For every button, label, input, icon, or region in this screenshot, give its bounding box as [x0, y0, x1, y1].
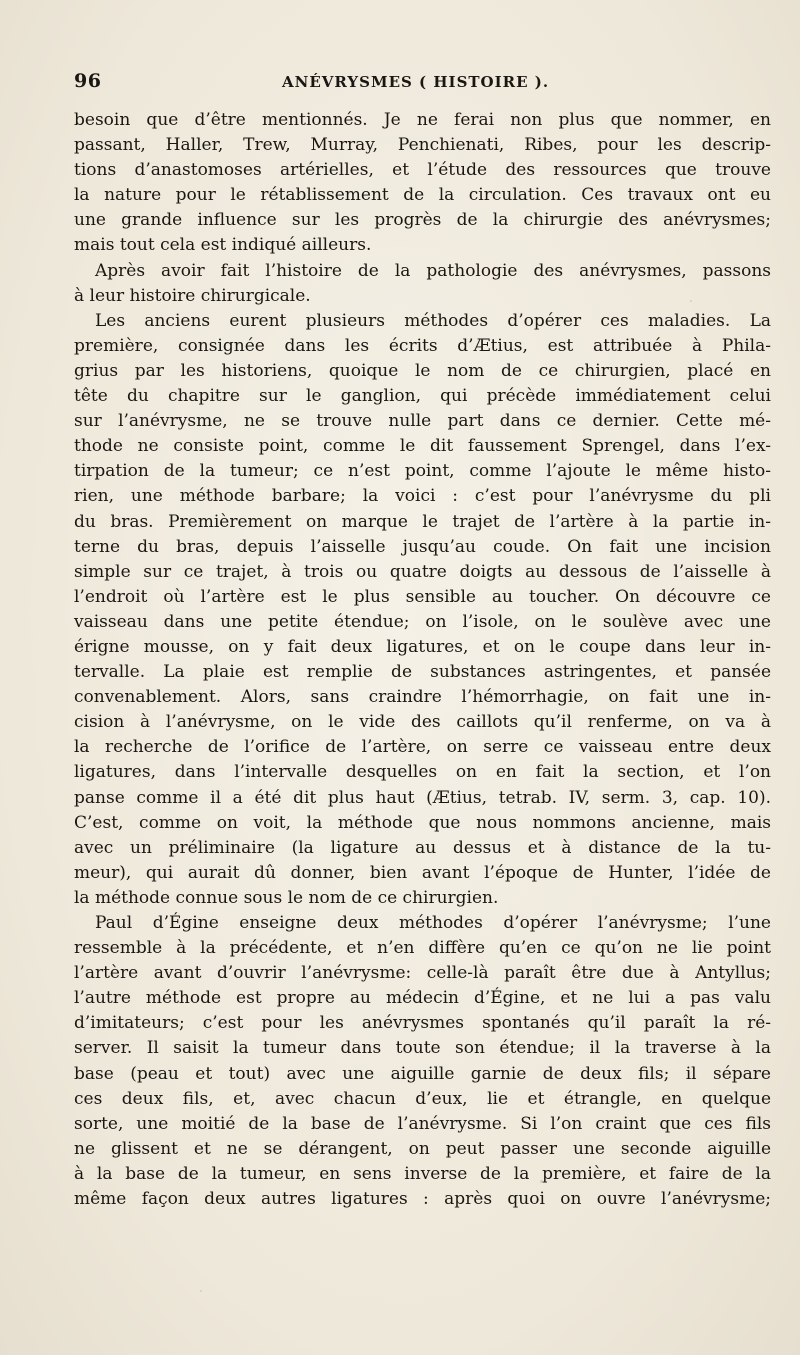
running-head [74, 70, 771, 100]
running-title: ANÉVRYSMES ( HISTOIRE ). [282, 73, 550, 91]
text-line: server. Il saisit la tumeur dans toute son étendue; il la traverse à la [74, 1038, 771, 1059]
text-line: rien, une méthode barbare; la voici : c’est pour l’anévrysme du pli [74, 486, 771, 507]
text-line: grius par les historiens, quoique le nom de ce chirurgien, placé en [74, 360, 771, 381]
text-line: du bras. Premièrement on marque le trajet de l’artère à la partie in- [74, 511, 771, 532]
text-line: ressemble à la précédente, et n’en diffère qu’en ce qu’on ne lie point [74, 938, 771, 959]
text-line: meur), qui aurait dû donner, bien avant l’époque de Hunter, l’idée de [74, 862, 771, 883]
text-line: tirpation de la tumeur; ce n’est point, comme l’ajoute le même histo- [74, 461, 771, 482]
text-line: tête du chapitre sur le ganglion, qui précède immédiatement celui [74, 386, 771, 407]
text-line: première, consignée dans les écrits d’Ætius, est attribuée à Phila- [74, 335, 771, 356]
text-line: cision à l’anévrysme, on le vide des caillots qu’il renferme, on va à [74, 712, 771, 733]
text-line: panse comme il a été dit plus haut (Ætius, tetrab. IV, serm. 3, cap. 10). [74, 787, 771, 808]
text-line: la nature pour le rétablissement de la circulation. Ces travaux ont eu [74, 185, 771, 206]
text-line: passant, Haller, Trew, Murray, Penchienati, Ribes, pour les descrip- [74, 135, 771, 156]
text-line: simple sur ce trajet, à trois ou quatre doigts au dessous de l’aisselle à [74, 561, 771, 582]
paper-speck [690, 300, 692, 302]
text-line: ces deux fils, et, avec chacun d’eux, lie et étrangle, en quelque [74, 1088, 771, 1109]
paper-speck [200, 1290, 202, 1292]
text-line: mais tout cela est indiqué ailleurs. [74, 235, 372, 256]
text-line: terne du bras, depuis l’aisselle jusqu’au coude. On fait une incision [74, 536, 771, 557]
text-line: thode ne consiste point, comme le dit faussement Sprengel, dans l’ex- [74, 436, 771, 457]
text-line: ligatures, dans l’intervalle desquelles on en fait la section, et l’on [74, 762, 771, 783]
text-line: Les anciens eurent plusieurs méthodes d’opérer ces maladies. La [95, 310, 771, 331]
text-line: érigne mousse, on y fait deux ligatures, et on le coupe dans leur in- [74, 636, 771, 657]
text-line: sur l’anévrysme, ne se trouve nulle part dans ce dernier. Cette mé- [74, 411, 771, 432]
text-line: base (peau et tout) avec une aiguille garnie de deux fils; il sépare [74, 1063, 771, 1084]
text-line: l’autre méthode est propre au médecin d’Égine, et ne lui a pas valu [74, 988, 771, 1009]
text-line: besoin que d’être mentionnés. Je ne ferai non plus que nommer, en [74, 110, 771, 130]
text-line: même façon deux autres ligatures : après quoi on ouvre l’anévrysme; [74, 1189, 771, 1210]
text-line: à leur histoire chirurgicale. [74, 285, 311, 306]
body-text [74, 108, 771, 1212]
text-line: Après avoir fait l’histoire de la pathologie des anévrysmes, passons [95, 260, 771, 281]
text-line: Paul d’Égine enseigne deux méthodes d’opérer l’anévrysme; l’une [95, 913, 771, 933]
text-line: l’artère avant d’ouvrir l’anévrysme: celle-là paraît être due à Antyllus; [74, 963, 771, 984]
page-number: 96 [74, 70, 102, 92]
text-line: d’imitateurs; c’est pour les anévrysmes spontanés qu’il paraît la ré- [74, 1013, 771, 1034]
text-line: la méthode connue sous le nom de ce chirurgien. [74, 887, 499, 908]
text-line: tervalle. La plaie est remplie de substances astringentes, et pansée [74, 662, 771, 683]
text-line: convenablement. Alors, sans craindre l’hémorrhagie, on fait une in- [74, 687, 771, 708]
text-line: l’endroit où l’artère est le plus sensible au toucher. On découvre ce [74, 586, 771, 607]
text-line: ne glissent et ne se dérangent, on peut passer une seconde aiguille [74, 1138, 771, 1159]
text-line: C’est, comme on voit, la méthode que nous nommons ancienne, mais [74, 812, 771, 833]
text-line: vaisseau dans une petite étendue; on l’isole, on le soulève avec une [74, 611, 771, 632]
text-line: tions d’anastomoses artérielles, et l’étude des ressources que trouve [74, 160, 771, 181]
text-line: à la base de la tumeur, en sens inverse de la première, et faire de la [74, 1163, 771, 1184]
text-line: avec un préliminaire (la ligature au dessus et à distance de la tu- [74, 837, 771, 858]
text-line: sorte, une moitié de la base de l’anévrysme. Si l’on craint que ces fils [74, 1113, 771, 1134]
text-line: une grande influence sur les progrès de la chirurgie des anévrysmes; [74, 210, 771, 231]
text-line: la recherche de l’orifice de l’artère, on serre ce vaisseau entre deux [74, 737, 771, 758]
paper-speck [540, 1180, 543, 1183]
